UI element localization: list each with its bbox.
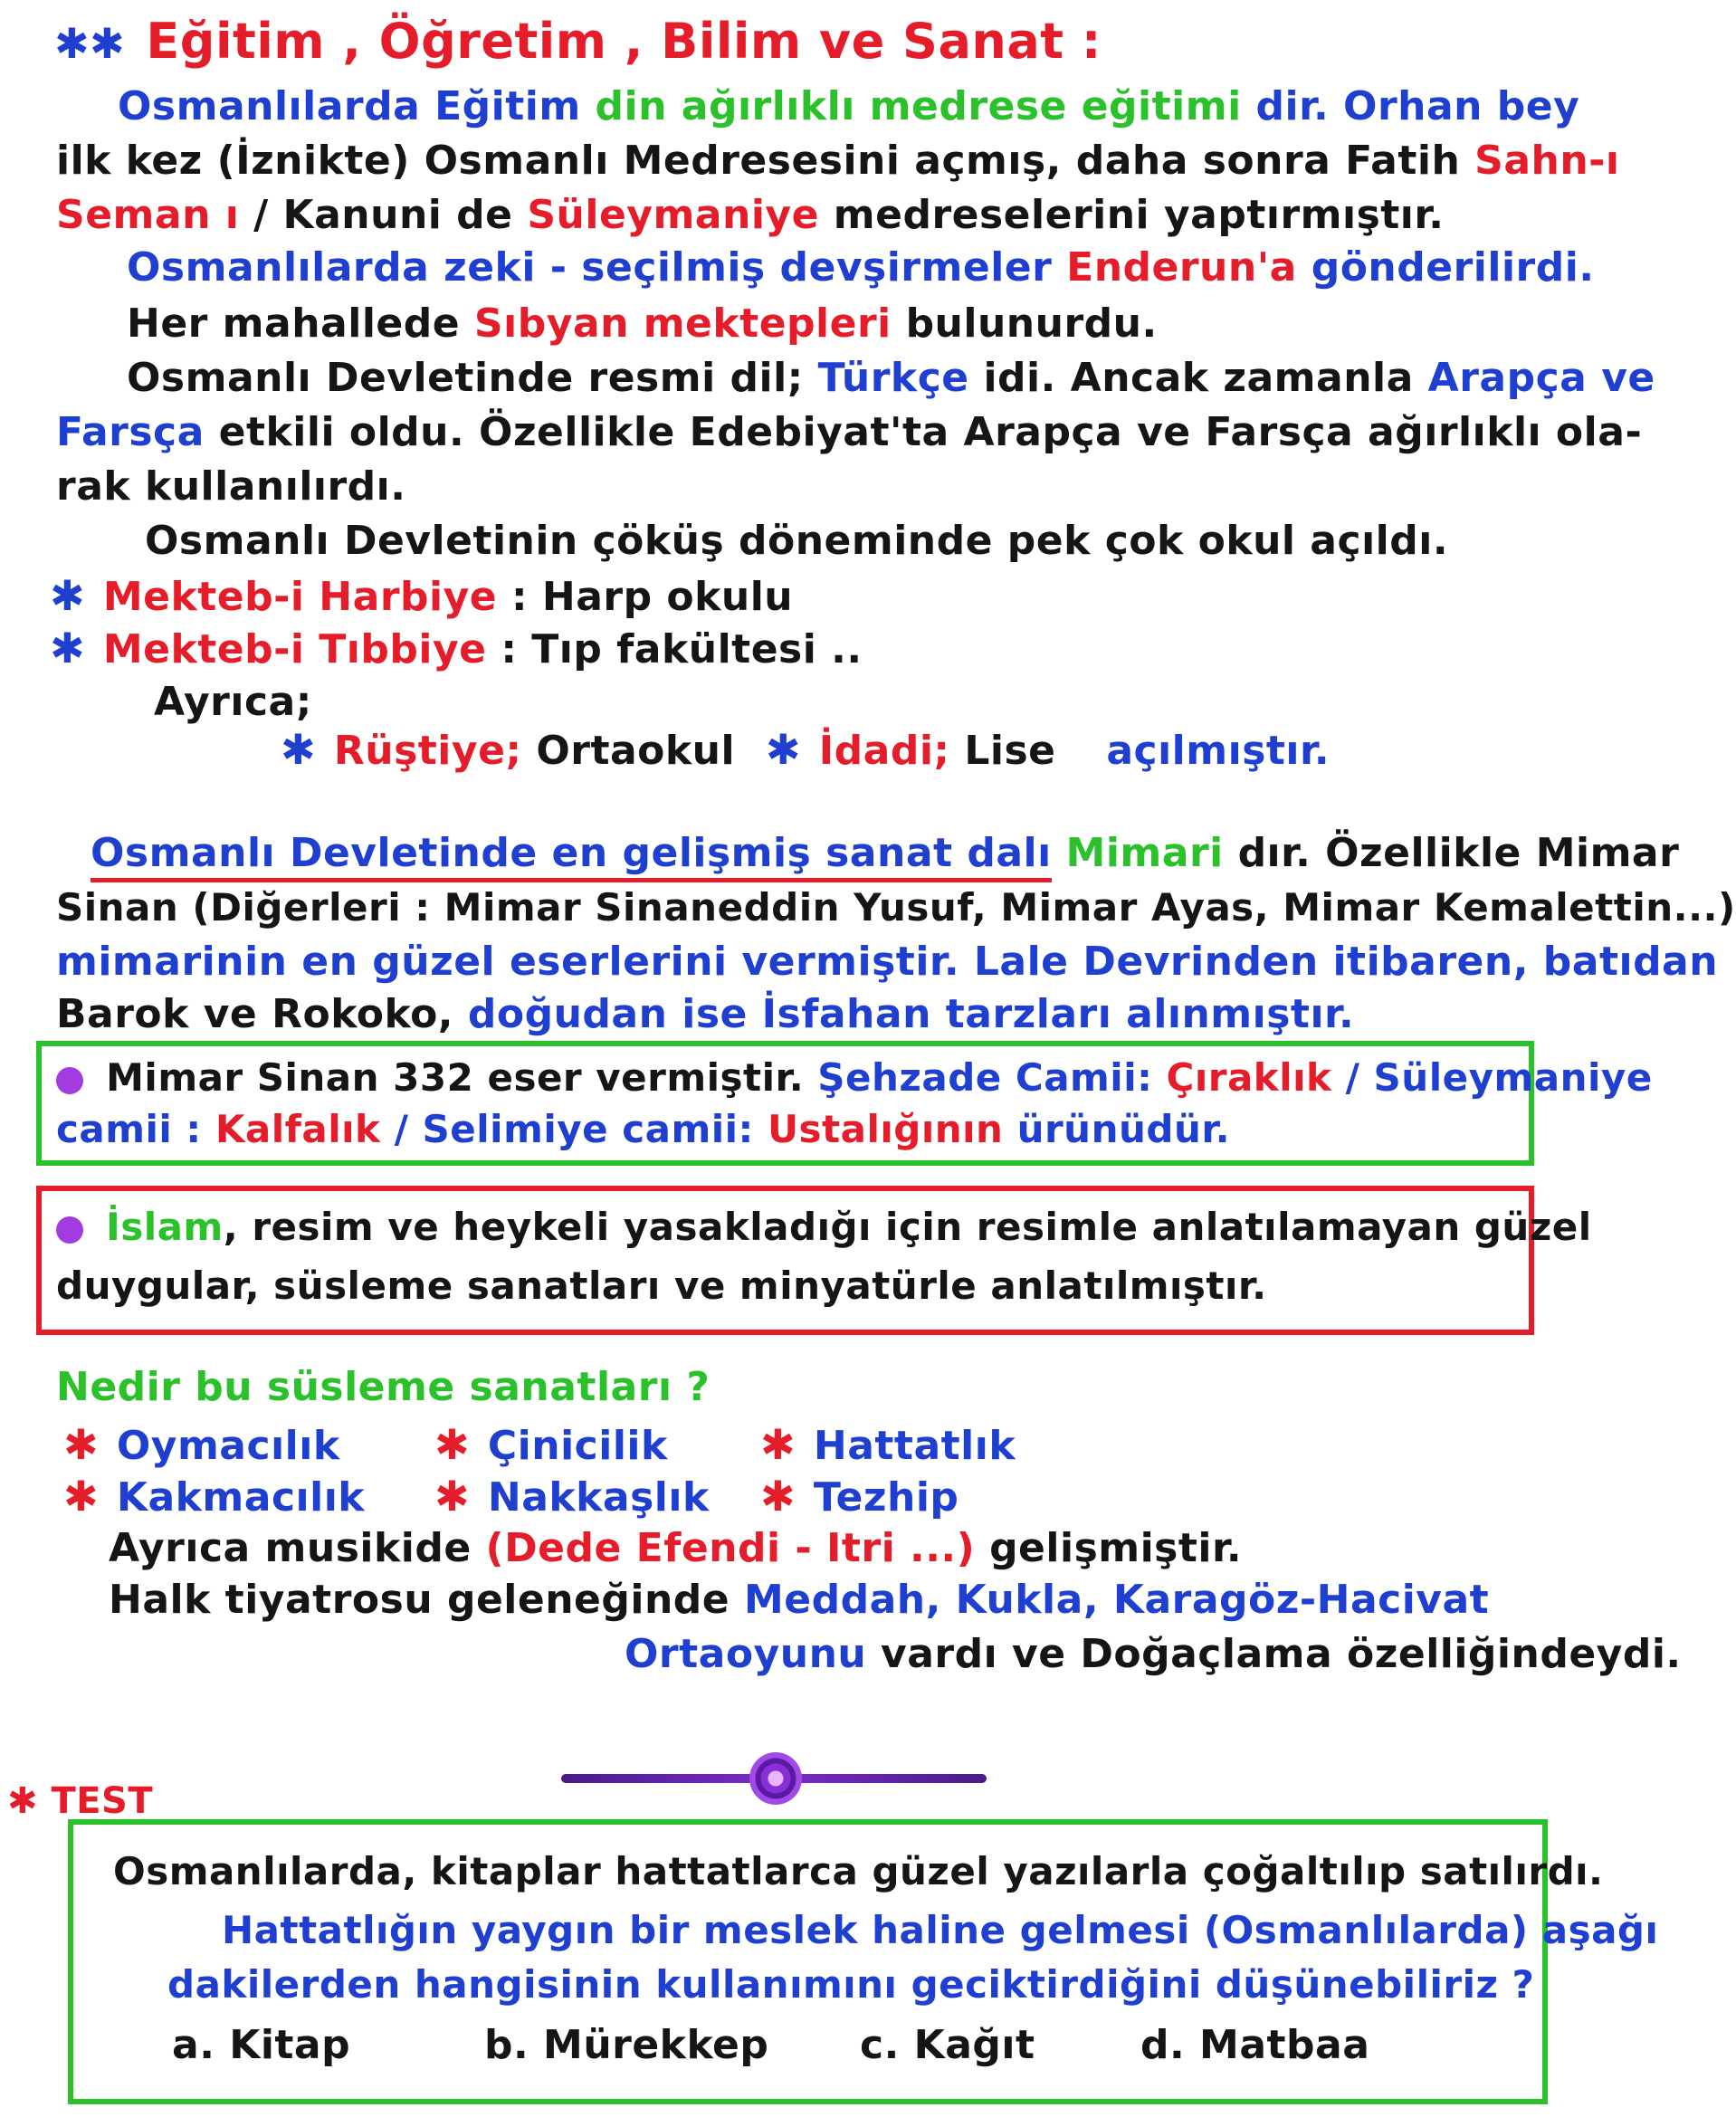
title-line: [54, 13, 1102, 70]
ortaokul-label: Ortaokul: [536, 728, 736, 774]
decor-label: Tezhip: [813, 1474, 959, 1521]
school-desc: : Harp okulu: [510, 574, 794, 620]
theatre-text-a: Halk tiyatrosu geleneğinde: [109, 1577, 730, 1623]
art-text-b: Mimari: [1065, 830, 1224, 876]
theatre-text-c: Ortaoyunu: [625, 1631, 867, 1677]
test-option-b[interactable]: b. Mürekkep: [484, 2022, 769, 2068]
decor-item: [760, 1419, 1016, 1472]
decor-item: [63, 1471, 365, 1523]
p1-line3: [56, 190, 1445, 241]
double-star-icon: ✱✱: [54, 19, 126, 68]
star-icon: ✱: [281, 725, 317, 774]
p1-text-b: din ağırlıklı medrese eğitimi: [595, 83, 1242, 129]
school-item: [50, 570, 793, 623]
green-box-text-h: Ustalığının: [767, 1107, 1004, 1151]
decor-label: Nakkaşlık: [487, 1474, 710, 1521]
star-icon: ✱: [434, 1472, 471, 1521]
p4-text-d: Arapça ve: [1427, 355, 1655, 401]
green-box-text-f: Kalfalık: [215, 1107, 381, 1151]
art-text-a: Osmanlı Devletinde en gelişmiş sanat dalı: [91, 830, 1052, 882]
theatre-text-b: Meddah, Kukla, Karagöz-Hacivat: [743, 1577, 1490, 1623]
art-text-g: doğudan ise İsfahan tarzları alınmıştır.: [467, 991, 1355, 1037]
p1-line2: [56, 136, 1620, 186]
school-name: Mekteb-i Tıbbiye: [102, 626, 487, 672]
red-box-text-b: , resim ve heykeli yasakladığı için resimle anlatılamayan güzel: [223, 1205, 1592, 1249]
art-line3: mimarinin en güzel eserlerini vermiştir. Lale Devrinden itibaren, batıdan: [56, 939, 1719, 985]
red-box-text-a: İslam: [106, 1205, 224, 1249]
star-icon: ✱: [434, 1420, 471, 1469]
p1-text-a: Osmanlılarda Eğitim: [118, 83, 581, 129]
music-text-b: (Dede Efendi - Itri ...): [485, 1525, 976, 1571]
theatre-line1: [109, 1575, 1489, 1626]
star-icon: ✱: [760, 1420, 796, 1469]
decor-question: Nedir bu süsleme sanatları ?: [56, 1364, 711, 1410]
decor-label: Çinicilik: [487, 1423, 668, 1469]
school-desc: : Tıp fakültesi ..: [501, 626, 863, 672]
lise-label: Lise: [964, 728, 1056, 774]
green-box-line2: [56, 1104, 1230, 1155]
music-text-a: Ayrıca musikide: [109, 1525, 472, 1571]
test-label: ✱ TEST: [7, 1780, 154, 1822]
green-box-text-e: camii :: [56, 1107, 202, 1151]
test-option-c[interactable]: c. Kağıt: [860, 2022, 1035, 2068]
decor-label: Oymacılık: [116, 1423, 340, 1469]
p4-line2: [56, 407, 1642, 458]
idadi-label: İdadi;: [818, 728, 950, 774]
green-box-line1: [56, 1053, 1653, 1103]
also-label: Ayrıca;: [154, 679, 312, 725]
p4-text-e: Farsça: [56, 409, 205, 455]
p4-line3: rak kullanılırdı.: [56, 463, 406, 510]
p5-line: Osmanlı Devletinin çöküş döneminde pek çok okul açıldı.: [145, 518, 1449, 564]
green-box-text-c: Çıraklık: [1166, 1055, 1332, 1100]
decor-label: Hattatlık: [813, 1423, 1016, 1469]
p3-line: [127, 299, 1158, 349]
test-option-d[interactable]: d. Matbaa: [1140, 2022, 1370, 2068]
decor-item: [760, 1471, 959, 1523]
decor-item: [434, 1419, 668, 1472]
school-item: [50, 623, 863, 675]
p4-text-f: etkili oldu. Özellikle Edebiyat'ta Arapça ve Farsça ağırlıklı ola-: [218, 409, 1643, 455]
star-icon: ✱: [63, 1420, 100, 1469]
art-text-f: Barok ve Rokoko,: [56, 991, 454, 1037]
green-box-text-i: ürünüdür.: [1016, 1107, 1231, 1151]
p1-text-f: Seman ı: [56, 192, 240, 238]
test-question-line1: Osmanlılarda, kitaplar hattatlarca güzel yazılarla çoğaltılıp satılırdı.: [113, 1849, 1604, 1893]
p3-text-a: Her mahallede: [127, 300, 461, 347]
p2-text-b: Enderun'a: [1066, 244, 1297, 291]
also-line: [281, 724, 1330, 777]
rustiye-label: Rüştiye;: [333, 728, 522, 774]
star-icon: ✱: [765, 725, 801, 774]
green-box-text-a: Mimar Sinan 332 eser vermiştir.: [106, 1055, 805, 1100]
theatre-line2: [625, 1629, 1682, 1680]
p1-text-d: ilk kez (İznikte) Osmanlı Medresesini açmış, daha sonra Fatih: [56, 138, 1461, 184]
p1-line1: [118, 81, 1579, 132]
p1-text-e: Sahn-ı: [1474, 138, 1620, 184]
green-box-text-g: / Selimiye camii:: [394, 1107, 754, 1151]
p2-line: [127, 243, 1595, 293]
p1-text-c: dir. Orhan bey: [1255, 83, 1580, 129]
p4-text-a: Osmanlı Devletinde resmi dil;: [127, 355, 804, 401]
red-box-line2: duygular, süsleme sanatları ve minyatürle anlatılmıştır.: [56, 1264, 1267, 1308]
star-icon: ✱: [50, 571, 86, 620]
decor-item: [63, 1419, 340, 1472]
p1-text-h: Süleymaniye: [527, 192, 819, 238]
page-title: Eğitim , Öğretim , Bilim ve Sanat :: [146, 13, 1102, 70]
test-question-line3: dakilerden hangisinin kullanımını geciktirdiğini düşünebiliriz ?: [167, 1962, 1535, 2007]
p1-text-g: / Kanuni de: [253, 192, 513, 238]
purple-bullet-icon: [56, 1067, 83, 1094]
p4-text-b: Türkçe: [817, 355, 969, 401]
star-icon: ✱: [760, 1472, 796, 1521]
p2-text-a: Osmanlılarda zeki - seçilmiş devşirmeler: [127, 244, 1053, 291]
art-line2: Sinan (Diğerleri : Mimar Sinaneddin Yusuf, Mimar Ayas, Mimar Kemalettin...): [56, 885, 1736, 930]
test-question-line2: Hattatlığın yaygın bir meslek haline gelmesi (Osmanlılarda) aşağı: [222, 1908, 1659, 1952]
theatre-text-d: vardı ve Doğaçlama özelliğindeydi.: [881, 1631, 1682, 1677]
red-box-line1: [56, 1202, 1592, 1253]
p1-text-i: medreselerini yaptırmıştır.: [833, 192, 1445, 238]
star-icon: ✱: [63, 1472, 100, 1521]
music-text-c: gelişmiştir.: [989, 1525, 1243, 1571]
p4-text-c: idi. Ancak zamanla: [983, 355, 1414, 401]
art-line4: [56, 989, 1354, 1040]
purple-bullet-icon: [56, 1216, 83, 1244]
p4-line1: [127, 353, 1655, 404]
decor-label: Kakmacılık: [116, 1474, 366, 1521]
p3-text-b: Sıbyan mektepleri: [473, 300, 892, 347]
green-box-text-d: / Süleymaniye: [1345, 1055, 1653, 1100]
star-icon: ✱: [50, 624, 86, 672]
art-line1: [91, 828, 1679, 879]
decor-item: [434, 1471, 710, 1523]
art-text-c: dır. Özellikle Mimar: [1237, 830, 1680, 876]
p3-text-c: bulunurdu.: [905, 300, 1158, 347]
music-line: [109, 1523, 1242, 1574]
green-box-text-b: Şehzade Camii:: [817, 1055, 1153, 1100]
opened-label: açılmıştır.: [1106, 728, 1331, 774]
school-name: Mekteb-i Harbiye: [102, 574, 498, 620]
spiral-ornament-icon: [749, 1752, 802, 1805]
p2-text-c: gönderilirdi.: [1311, 244, 1595, 291]
test-option-a[interactable]: a. Kitap: [172, 2022, 351, 2068]
